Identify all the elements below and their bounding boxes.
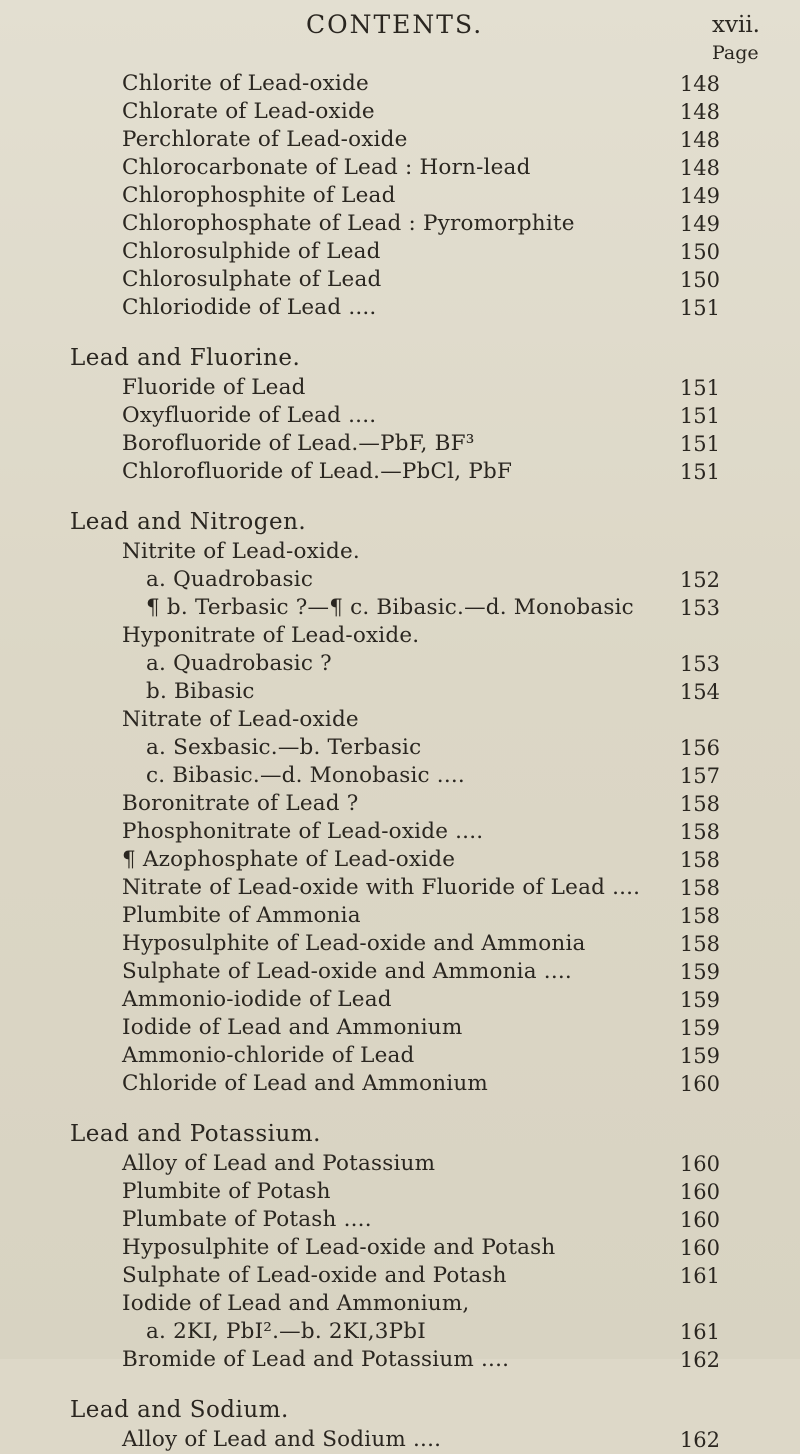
entry-page-number: 158: [679, 848, 720, 872]
entry-page-number: 152: [679, 568, 720, 592]
toc-entry: [0, 154, 800, 182]
entry-text: Chlorophosphite of Lead: [122, 183, 396, 208]
entry-text: Borofluoride of Lead.—PbF, BF³: [122, 431, 475, 456]
toc-entry: [0, 210, 800, 238]
entry-text: Fluoride of Lead: [122, 375, 306, 400]
entry-page-number: 148: [679, 100, 720, 124]
entry-page-number: 153: [679, 652, 720, 676]
entry-page-number: 160: [679, 1180, 720, 1204]
entry-page-number: 151: [679, 296, 720, 320]
section-heading: [0, 1394, 800, 1426]
entry-text: Ammonio-chloride of Lead: [122, 1043, 415, 1068]
entry-page-number: 149: [679, 212, 720, 236]
entry-page-number: 158: [679, 904, 720, 928]
section-heading: [0, 1118, 800, 1150]
entry-text: Chlorate of Lead-oxide: [122, 99, 375, 124]
section-heading: [0, 506, 800, 538]
section-heading-text: Lead and Potassium.: [70, 1121, 321, 1147]
entry-text: Chlorosulphate of Lead: [122, 267, 382, 292]
entry-page-number: 154: [679, 680, 720, 704]
toc-entry: [0, 1014, 800, 1042]
entry-page-number: 158: [679, 792, 720, 816]
entry-page-number: 161: [679, 1320, 720, 1344]
toc-entry: [0, 1042, 800, 1070]
entry-text: Perchlorate of Lead-oxide: [122, 127, 408, 152]
entry-text: Chlorite of Lead-oxide: [122, 71, 369, 96]
toc-entry: [0, 874, 800, 902]
toc-entry: [0, 846, 800, 874]
entry-text: Chloride of Lead and Ammonium: [122, 1071, 489, 1096]
entry-text: Plumbite of Ammonia: [122, 903, 361, 928]
toc-entry: [0, 1262, 800, 1290]
toc-entry: [0, 70, 800, 98]
entry-text: Bromide of Lead and Potassium ....: [122, 1347, 510, 1372]
entry-text: Nitrate of Lead-oxide with Fluoride of Lead ....: [122, 875, 641, 900]
entry-text: Plumbite of Potash: [122, 1179, 331, 1204]
toc-entry: [0, 1178, 800, 1206]
entry-page-number: 153: [679, 596, 720, 620]
toc-entry: [0, 238, 800, 266]
entry-page-number: 148: [679, 128, 720, 152]
entry-text: ¶ Azophosphate of Lead-oxide: [122, 847, 456, 872]
toc-entry: [0, 818, 800, 846]
entry-page-number: 156: [679, 736, 720, 760]
entry-page-number: 149: [679, 184, 720, 208]
entry-text: Boronitrate of Lead ?: [122, 791, 359, 816]
toc-entry: [0, 1070, 800, 1098]
section-heading-text: Lead and Sodium.: [70, 1397, 289, 1423]
entry-text: Sulphate of Lead-oxide and Ammonia ....: [122, 959, 572, 984]
entry-page-number: 160: [679, 1152, 720, 1176]
entry-text: ¶ b. Terbasic ?—¶ c. Bibasic.—d. Monobasic: [146, 595, 634, 620]
toc-entry: [0, 98, 800, 126]
section-heading: [0, 342, 800, 374]
entry-page-number: 160: [679, 1072, 720, 1096]
table-of-contents: [0, 70, 800, 1454]
entry-page-number: 160: [679, 1208, 720, 1232]
entry-page-number: 148: [679, 72, 720, 96]
toc-subentry: [0, 650, 800, 678]
entry-text: Chlorophosphate of Lead : Pyromorphite: [122, 211, 575, 236]
entry-page-number: 159: [679, 1016, 720, 1040]
toc-entry: [0, 538, 800, 566]
entry-page-number: 150: [679, 240, 720, 264]
toc-subentry: [0, 762, 800, 790]
section-heading-text: Lead and Fluorine.: [70, 345, 301, 371]
entry-page-number: 159: [679, 988, 720, 1012]
toc-subentry: [0, 1318, 800, 1346]
entry-text: Chlorofluoride of Lead.—PbCl, PbF: [122, 459, 513, 484]
page-column-label: Page: [712, 42, 759, 64]
page-title: CONTENTS.: [306, 10, 484, 39]
entry-text: Alloy of Lead and Potassium: [122, 1151, 436, 1176]
toc-entry: [0, 902, 800, 930]
toc-entry: [0, 430, 800, 458]
entry-text: Plumbate of Potash ....: [122, 1207, 372, 1232]
entry-text: Iodide of Lead and Ammonium: [122, 1015, 463, 1040]
toc-subentry: [0, 678, 800, 706]
toc-entry: [0, 1426, 800, 1454]
entry-text: Hyponitrate of Lead-oxide.: [122, 623, 420, 648]
entry-page-number: 158: [679, 876, 720, 900]
toc-subentry: [0, 594, 800, 622]
entry-page-number: 162: [679, 1348, 720, 1372]
entry-page-number: 148: [679, 156, 720, 180]
entry-page-number: 157: [679, 764, 720, 788]
entry-page-number: 151: [679, 460, 720, 484]
entry-text: Sulphate of Lead-oxide and Potash: [122, 1263, 507, 1288]
toc-entry: [0, 986, 800, 1014]
toc-entry: [0, 182, 800, 210]
toc-entry: [0, 374, 800, 402]
entry-page-number: 162: [679, 1428, 720, 1452]
toc-entry: [0, 1206, 800, 1234]
toc-subentry: [0, 566, 800, 594]
toc-entry: [0, 402, 800, 430]
entry-text: Chlorocarbonate of Lead : Horn-lead: [122, 155, 531, 180]
entry-page-number: 150: [679, 268, 720, 292]
entry-text: Phosphonitrate of Lead-oxide ....: [122, 819, 484, 844]
section-heading-text: Lead and Nitrogen.: [70, 509, 307, 535]
toc-entry: [0, 1150, 800, 1178]
entry-text: Hyposulphite of Lead-oxide and Potash: [122, 1235, 556, 1260]
entry-text: Ammonio-iodide of Lead: [122, 987, 392, 1012]
entry-page-number: 159: [679, 1044, 720, 1068]
entry-text: Nitrite of Lead-oxide.: [122, 539, 360, 564]
toc-entry: [0, 706, 800, 734]
entry-text: a. 2KI, PbI².—b. 2KI,3PbI: [146, 1319, 426, 1344]
entry-text: Nitrate of Lead-oxide: [122, 707, 359, 732]
entry-text: Iodide of Lead and Ammonium,: [122, 1291, 470, 1316]
toc-entry: [0, 1234, 800, 1262]
entry-page-number: 161: [679, 1264, 720, 1288]
entry-text: Oxyfluoride of Lead ....: [122, 403, 377, 428]
entry-text: c. Bibasic.—d. Monobasic ....: [146, 763, 465, 788]
entry-page-number: 159: [679, 960, 720, 984]
entry-page-number: 158: [679, 820, 720, 844]
page-folio: xvii.: [712, 12, 760, 38]
toc-entry: [0, 1290, 800, 1318]
toc-entry: [0, 1346, 800, 1374]
toc-entry: [0, 958, 800, 986]
toc-entry: [0, 622, 800, 650]
entry-text: Hyposulphite of Lead-oxide and Ammonia: [122, 931, 586, 956]
entry-text: Chlorosulphide of Lead: [122, 239, 381, 264]
toc-subentry: [0, 734, 800, 762]
entry-page-number: 151: [679, 404, 720, 428]
entry-text: a. Quadrobasic: [146, 567, 314, 592]
entry-text: Chloriodide of Lead ....: [122, 295, 377, 320]
toc-entry: [0, 458, 800, 486]
toc-entry: [0, 790, 800, 818]
entry-text: a. Quadrobasic ?: [146, 651, 332, 676]
entry-text: b. Bibasic: [146, 679, 255, 704]
entry-page-number: 151: [679, 376, 720, 400]
entry-text: a. Sexbasic.—b. Terbasic: [146, 735, 422, 760]
entry-page-number: 151: [679, 432, 720, 456]
running-head: [0, 8, 800, 48]
toc-entry: [0, 930, 800, 958]
entry-page-number: 160: [679, 1236, 720, 1260]
entry-text: Alloy of Lead and Sodium ....: [122, 1427, 442, 1452]
toc-entry: [0, 266, 800, 294]
entry-page-number: 158: [679, 932, 720, 956]
toc-entry: [0, 294, 800, 322]
toc-entry: [0, 126, 800, 154]
